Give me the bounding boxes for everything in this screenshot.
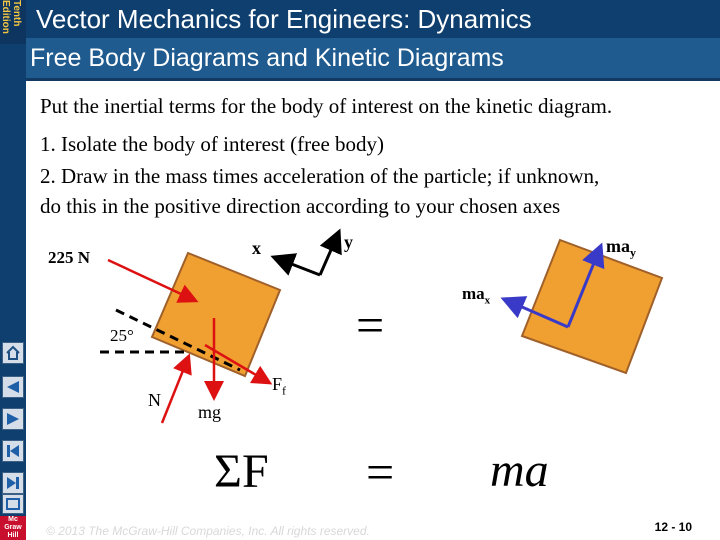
- edition-line1: Tenth: [11, 0, 22, 27]
- angle-label: 25°: [110, 326, 134, 345]
- ma-y-symbol: ma: [606, 236, 630, 256]
- force-225-label: 225 N: [48, 248, 91, 267]
- ma-x-label: [462, 284, 490, 306]
- ma-x-subscript: x: [484, 294, 491, 307]
- mass-times-acceleration: ma: [490, 444, 549, 497]
- edition-line2: Edition: [0, 0, 11, 34]
- normal-force-arrow: [162, 358, 188, 423]
- friction-symbol: F: [272, 374, 283, 394]
- sum-of-forces: ΣF: [214, 445, 269, 498]
- weight-label: mg: [198, 402, 222, 422]
- normal-force-label: N: [148, 390, 161, 410]
- equals-sign-2: =: [366, 444, 395, 500]
- y-axis-label: y: [344, 232, 353, 252]
- page-number: 12 - 10: [654, 520, 692, 534]
- kinetic-block: [522, 240, 662, 373]
- x-axis-label: x: [252, 238, 261, 258]
- x-axis-arrow: [276, 258, 320, 275]
- y-axis-arrow: [320, 234, 338, 275]
- equals-sign: =: [356, 297, 385, 353]
- ma-y-label: [606, 236, 636, 261]
- slide-title: Vector Mechanics for Engineers: Dynamics: [26, 0, 720, 38]
- step-1-text: 1. Isolate the body of interest (free body): [40, 132, 385, 156]
- logo-line3: Hill: [7, 532, 19, 539]
- logo-line1: Mc: [8, 516, 18, 523]
- intro-text: Put the inertial terms for the body of interest on the kinetic diagram.: [40, 94, 613, 118]
- step-2-continuation-text: do this in the positive direction according to your chosen axes: [40, 194, 561, 218]
- slide-subtitle: Free Body Diagrams and Kinetic Diagrams: [26, 38, 720, 78]
- logo-line2: Graw: [4, 524, 22, 531]
- friction-label: [272, 374, 286, 399]
- step-2-text: 2. Draw in the mass times acceleration of the particle; if unknown,: [40, 164, 600, 188]
- ma-y-subscript: y: [630, 245, 636, 260]
- copyright-notice: © 2013 The McGraw-Hill Companies, Inc. All rights reserved.: [46, 524, 370, 538]
- friction-subscript: f: [282, 383, 287, 398]
- ma-x-symbol: ma: [462, 284, 485, 303]
